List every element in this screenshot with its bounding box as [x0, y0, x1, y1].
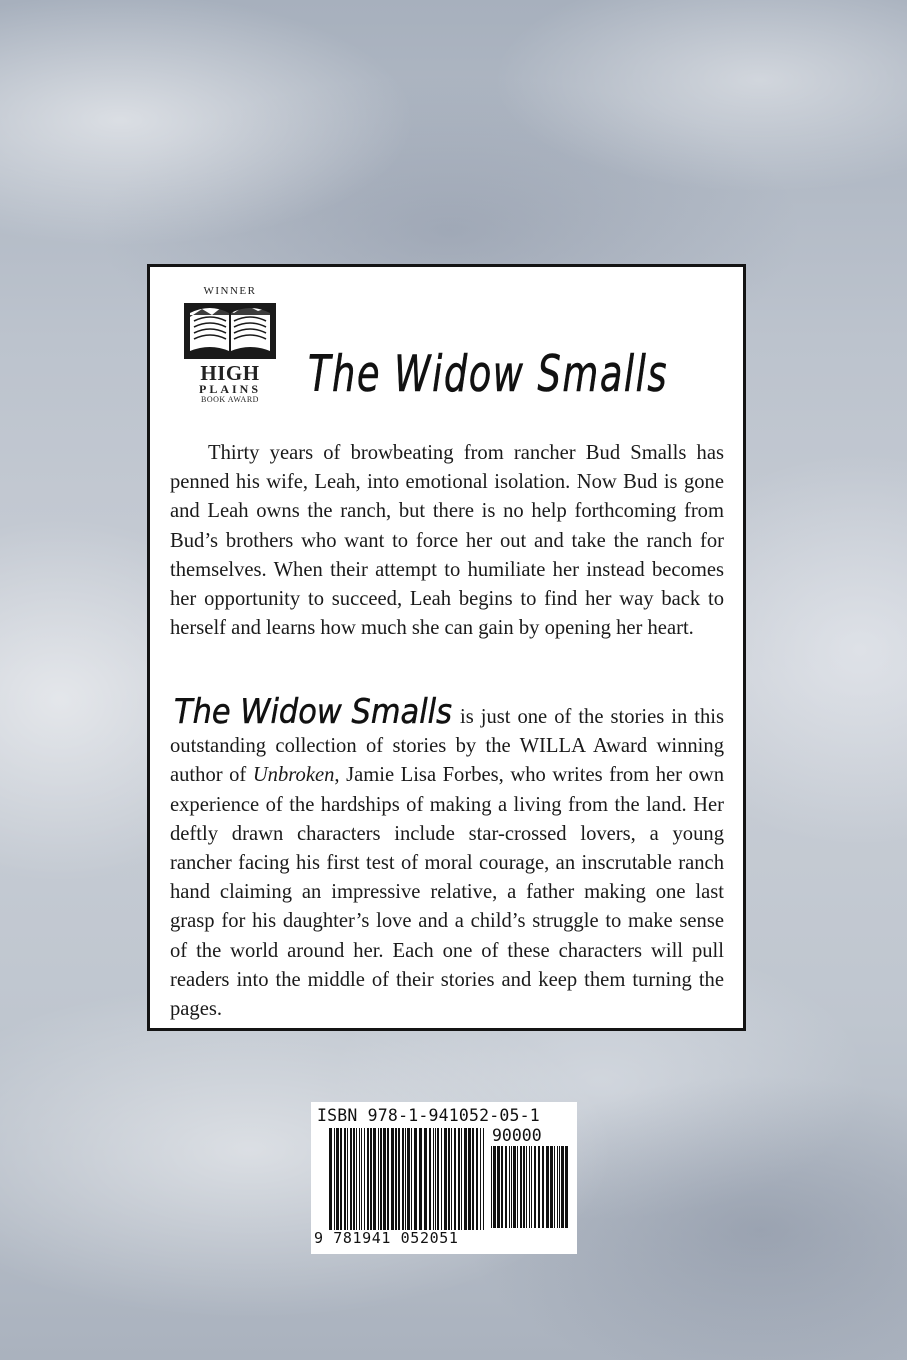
award-high-label: HIGH: [200, 361, 260, 385]
barcode-bar: [383, 1128, 386, 1230]
barcode-bar: [538, 1146, 540, 1228]
barcode-bar: [378, 1128, 379, 1230]
barcode-bar: [364, 1128, 365, 1230]
barcode-bar: [347, 1128, 348, 1230]
barcode-bar: [557, 1146, 558, 1228]
barcode-bar: [398, 1128, 400, 1230]
price-code: 90000: [492, 1126, 542, 1145]
open-book-icon: [182, 299, 278, 361]
barcode-bar: [561, 1146, 564, 1228]
barcode-bar: [554, 1146, 555, 1228]
barcode-bar: [424, 1128, 427, 1230]
barcode-bar: [505, 1146, 507, 1228]
barcode-bar: [559, 1146, 560, 1228]
barcode-bar: [523, 1146, 525, 1228]
paragraph2-rest: , Jamie Lisa Forbes, who writes from her own experience of the hardships of making a living from the land. Her deftly drawn characters include star-crossed lovers, a young rancher facing his first test of moral courage, an inscrutable ranch hand claiming an impressive relative, a father making one last grasp for his daughter’s love and a child’s struggle to make sense of the world around her. Each one of these characters will pull readers into the middle of their stories and keep them turning the pages.: [170, 764, 725, 1021]
barcode-bar: [429, 1128, 431, 1230]
award-plains-label: PLAINS: [198, 382, 261, 396]
barcode-bar: [497, 1146, 500, 1228]
award-winner-label: WINNER: [203, 285, 257, 297]
barcode-bar: [340, 1128, 342, 1230]
barcode-bar: [361, 1128, 362, 1230]
isbn-number: ISBN 978-1-941052-05-1: [317, 1106, 540, 1125]
barcode-bar: [405, 1128, 406, 1230]
award-book-award-label: BOOK AWARD: [201, 395, 259, 404]
barcode-bar: [483, 1128, 484, 1230]
barcode-bars: [329, 1128, 489, 1230]
barcode-bar: [491, 1146, 492, 1228]
back-cover-panel: [147, 264, 746, 1031]
barcode-bar: [476, 1128, 478, 1230]
barcode-bar: [526, 1146, 527, 1228]
barcode-bar: [370, 1128, 372, 1230]
barcode-bar: [411, 1128, 412, 1230]
barcode-bar: [433, 1128, 434, 1230]
book-name-unbroken: Unbroken: [252, 764, 335, 787]
barcode-bar: [501, 1146, 503, 1228]
barcode-bar: [546, 1146, 549, 1228]
barcode-bar: [344, 1128, 346, 1230]
barcode-bar: [451, 1128, 452, 1230]
barcode-bar: [359, 1128, 360, 1230]
barcode-bar: [458, 1128, 460, 1230]
barcode-bar: [517, 1146, 518, 1228]
barcode-bar: [334, 1128, 335, 1230]
barcode-bar: [511, 1146, 512, 1228]
barcode-bar: [472, 1128, 474, 1230]
barcode-bar: [480, 1128, 481, 1230]
barcode-bar: [391, 1128, 394, 1230]
barcode-bar: [395, 1128, 397, 1230]
barcode-bar: [534, 1146, 536, 1228]
barcode-bar: [336, 1128, 339, 1230]
barcode-bar: [550, 1146, 553, 1228]
award-badge: [180, 285, 280, 419]
barcode-bar: [542, 1146, 544, 1228]
book-title: The Widow Smalls: [308, 345, 668, 403]
barcode-label: [311, 1102, 577, 1254]
title-script: [298, 329, 698, 419]
description-paragraph-2: [170, 693, 724, 1024]
barcode-bar: [373, 1128, 376, 1230]
paragraph2-lead: is just one of the stories in this outstanding collection of stories by the WILLA Award winning author of: [170, 706, 724, 787]
barcode-bar: [468, 1128, 471, 1230]
barcode-bar: [414, 1128, 417, 1230]
barcode-bar: [444, 1128, 447, 1230]
barcode-bar: [454, 1128, 456, 1230]
barcode-bar: [531, 1146, 532, 1228]
barcode-bar: [380, 1128, 382, 1230]
addon-barcode-bars: [491, 1146, 571, 1228]
barcode-bar: [493, 1146, 496, 1228]
barcode-bar: [441, 1128, 442, 1230]
barcode-bar: [435, 1128, 436, 1230]
barcode-bar: [529, 1146, 530, 1228]
barcode-bar: [419, 1128, 422, 1230]
barcode-bar: [329, 1128, 332, 1230]
inline-title-script: [170, 692, 460, 732]
barcode-bar: [448, 1128, 450, 1230]
barcode-bar: [565, 1146, 568, 1228]
barcode-bar: [356, 1128, 357, 1230]
ean-number: 9 781941 052051: [314, 1229, 459, 1247]
description-paragraph-1: Thirty years of browbeating from rancher Bud Smalls has penned his wife, Leah, into emotional isolation. Now Bud is gone and Leah owns the ranch, but there is no help forthcoming from Bud’s brothers who want to force her out and take the ranch for themselves. When their attempt to humiliate her instead becomes her opportunity to succeed, Leah begins to find her way back to herself and learns how much she can gain by opening her heart.: [170, 442, 724, 640]
barcode-bar: [464, 1128, 467, 1230]
inline-book-title: The Widow Smalls: [174, 692, 452, 732]
barcode-bar: [402, 1128, 404, 1230]
barcode-bar: [513, 1146, 516, 1228]
barcode-bar: [407, 1128, 410, 1230]
barcode-bar: [461, 1128, 462, 1230]
barcode-bar: [353, 1128, 355, 1230]
barcode-bar: [520, 1146, 522, 1228]
barcode-bar: [367, 1128, 369, 1230]
barcode-bar: [509, 1146, 510, 1228]
barcode-bar: [350, 1128, 352, 1230]
barcode-bar: [387, 1128, 389, 1230]
barcode-bar: [437, 1128, 439, 1230]
